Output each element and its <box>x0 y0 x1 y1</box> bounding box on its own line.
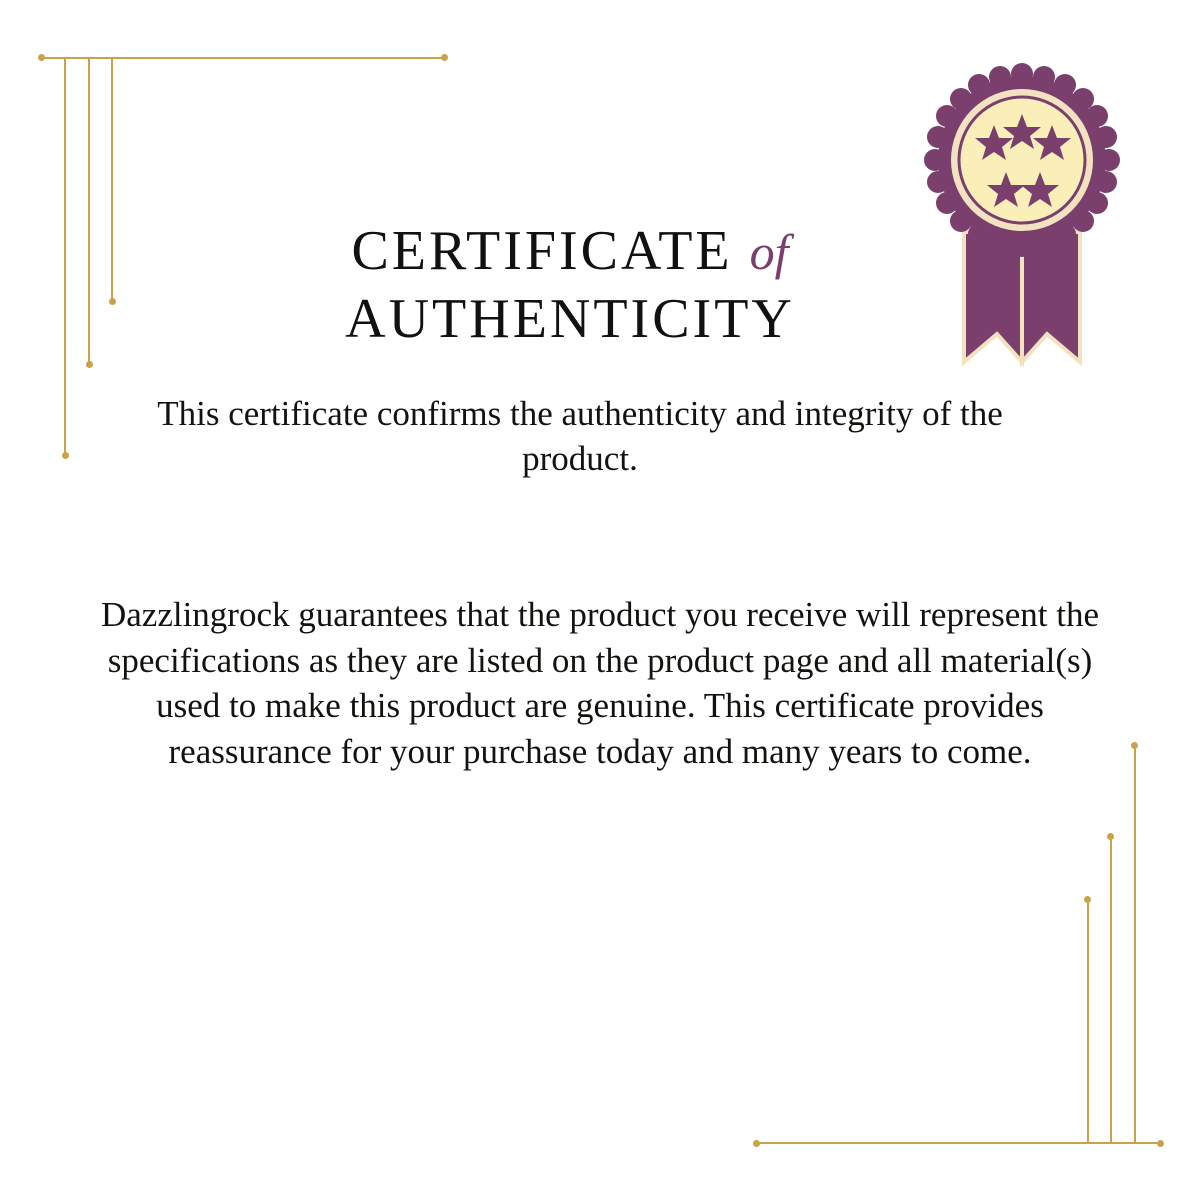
title-line-2: AUTHENTICITY <box>345 287 795 350</box>
body-paragraph <box>80 592 1120 774</box>
deco-line-vertical <box>1134 745 1136 1143</box>
deco-dot <box>1157 1140 1164 1147</box>
title-of-word: of <box>749 224 789 280</box>
deco-dot <box>62 452 69 459</box>
deco-dot <box>1107 833 1114 840</box>
intro-paragraph: This certificate confirms the authenticity and integrity of the product. <box>157 394 1003 478</box>
deco-dot <box>1131 742 1138 749</box>
deco-dot <box>753 1140 760 1147</box>
corner-decoration-bottom-right <box>720 700 1200 1200</box>
deco-line-vertical <box>1087 899 1089 1143</box>
deco-line-horizontal <box>756 1142 1160 1144</box>
deco-dot <box>1084 896 1091 903</box>
certificate-title <box>0 222 1200 351</box>
deco-dot <box>38 54 45 61</box>
body-paragraph-text: Dazzlingrock guarantees that the product you receive will represent the specifications as they are listed on the product page and all material(s) used to make this product are genuine. This certificate provides reassurance for your purchase today and many years to come. <box>100 595 1100 771</box>
deco-dot <box>86 361 93 368</box>
deco-line-horizontal <box>40 57 444 59</box>
title-main-word: CERTIFICATE <box>351 220 733 282</box>
title-line-1 <box>0 222 1140 281</box>
deco-dot <box>441 54 448 61</box>
deco-line-vertical <box>1110 836 1112 1143</box>
